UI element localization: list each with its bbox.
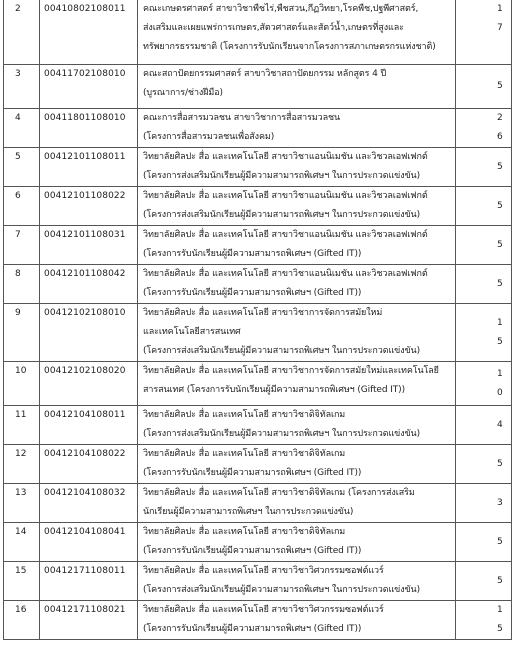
program-name-line: คณะเกษตรศาสตร์ สาขาวิชาพืชไร่,พืชสวน,กีฏวิทยา,โรคพืช,ปฐพีศาสตร์, [143, 4, 419, 14]
seats-cell: 17 [456, 0, 512, 65]
program-code-cell: 00412101108042 [40, 265, 138, 304]
row-number-cell: 14 [4, 523, 40, 562]
program-name-cell [138, 0, 456, 65]
table-row [4, 109, 512, 148]
program-name-line: (โครงการรับนักเรียนผู้มีความสามารถพิเศษฯ (Gifted IT)) [143, 468, 362, 478]
program-name-cell [138, 406, 456, 445]
seats-cell: 5 [456, 65, 512, 109]
row-number-cell: 13 [4, 484, 40, 523]
program-name-cell [138, 304, 456, 362]
program-name-line: วิทยาลัยศิลปะ สื่อ และเทคโนโลยี สาขาวิชาดิจิทัลเกม (โครงการส่งเสริม [143, 488, 415, 498]
seats-cell: 5 [456, 562, 512, 601]
program-name-cell [138, 265, 456, 304]
seats-cell: 3 [456, 484, 512, 523]
program-name-cell [138, 226, 456, 265]
table-row [4, 265, 512, 304]
table-row [4, 226, 512, 265]
program-name-line: คณะการสื่อสารมวลชน สาขาวิชาการสื่อสารมวลชน [143, 113, 341, 123]
program-name-line: (โครงการส่งเสริมนักเรียนผู้มีความสามารถพิเศษฯ ในการประกวดแข่งขัน) [143, 346, 421, 356]
program-name-line: วิทยาลัยศิลปะ สื่อ และเทคโนโลยี สาขาวิชาดิจิทัลเกม [143, 449, 346, 459]
seats-cell: 5 [456, 445, 512, 484]
program-name-line: (โครงการรับนักเรียนผู้มีความสามารถพิเศษฯ (Gifted IT)) [143, 288, 362, 298]
program-name-line: (โครงการส่งเสริมนักเรียนผู้มีความสามารถพิเศษฯ ในการประกวดแข่งขัน) [143, 210, 421, 220]
row-number-cell: 2 [4, 0, 40, 65]
program-name-line: วิทยาลัยศิลปะ สื่อ และเทคโนโลยี สาขาวิชาดิจิทัลเกม [143, 410, 346, 420]
program-code-cell: 00412104108011 [40, 406, 138, 445]
program-name-line: วิทยาลัยศิลปะ สื่อ และเทคโนโลยี สาขาวิชาวิศวกรรมซอฟต์แวร์ [143, 566, 384, 576]
program-name-line: ทรัพยากรธรรมชาติ (โครงการรับนักเรียนจากโครงการสภาเกษตรกรแห่งชาติ) [143, 42, 436, 52]
program-code-cell: 00412101108031 [40, 226, 138, 265]
table-row [4, 362, 512, 406]
program-name-line: วิทยาลัยศิลปะ สื่อ และเทคโนโลยี สาขาวิชาการจัดการสมัยใหม่ [143, 308, 383, 318]
program-code-cell: 00412171108011 [40, 562, 138, 601]
table-row [4, 445, 512, 484]
row-number-cell: 12 [4, 445, 40, 484]
seats-cell: 5 [456, 265, 512, 304]
table-row [4, 187, 512, 226]
program-code-cell: 00412104108041 [40, 523, 138, 562]
program-code-cell: 00412104108022 [40, 445, 138, 484]
row-number-cell: 5 [4, 148, 40, 187]
program-name-cell [138, 562, 456, 601]
program-code-cell: 00412102108010 [40, 304, 138, 362]
program-name-cell [138, 601, 456, 640]
program-name-cell [138, 65, 456, 109]
seats-cell: 5 [456, 187, 512, 226]
program-code-cell: 00411702108010 [40, 65, 138, 109]
table-row [4, 304, 512, 362]
program-code-cell: 00412101108022 [40, 187, 138, 226]
seats-cell: 4 [456, 406, 512, 445]
admission-table [3, 0, 512, 640]
program-name-line: วิทยาลัยศิลปะ สื่อ และเทคโนโลยี สาขาวิชาวิศวกรรมซอฟต์แวร์ [143, 605, 384, 615]
program-name-cell [138, 187, 456, 226]
program-name-line: (โครงการรับนักเรียนผู้มีความสามารถพิเศษฯ (Gifted IT)) [143, 546, 362, 556]
row-number-cell: 6 [4, 187, 40, 226]
table-row [4, 601, 512, 640]
program-name-line: วิทยาลัยศิลปะ สื่อ และเทคโนโลยี สาขาวิชาแอนนิเมชัน และวิชวลเอฟเฟกต์ [143, 191, 428, 201]
row-number-cell: 16 [4, 601, 40, 640]
program-name-line: สารสนเทศ (โครงการรับนักเรียนผู้มีความสามารถพิเศษฯ (Gifted IT)) [143, 385, 405, 395]
program-name-line: (บูรณาการ/ช่างฝีมือ) [143, 88, 223, 98]
program-name-line: (โครงการสื่อสารมวลชนเพื่อสังคม) [143, 132, 275, 142]
admission-table-body [4, 0, 512, 640]
row-number-cell: 9 [4, 304, 40, 362]
program-name-line: (โครงการรับนักเรียนผู้มีความสามารถพิเศษฯ (Gifted IT)) [143, 249, 362, 259]
program-code-cell: 00411801108010 [40, 109, 138, 148]
row-number-cell: 4 [4, 109, 40, 148]
program-name-line: วิทยาลัยศิลปะ สื่อ และเทคโนโลยี สาขาวิชาการจัดการสมัยใหม่และเทคโนโลยี [143, 366, 439, 376]
seats-cell: 5 [456, 148, 512, 187]
program-name-cell [138, 484, 456, 523]
row-number-cell: 15 [4, 562, 40, 601]
table-row [4, 65, 512, 109]
program-name-line: (โครงการรับนักเรียนผู้มีความสามารถพิเศษฯ (Gifted IT)) [143, 624, 362, 634]
seats-cell: 15 [456, 304, 512, 362]
seats-cell: 5 [456, 523, 512, 562]
row-number-cell: 10 [4, 362, 40, 406]
row-number-cell: 8 [4, 265, 40, 304]
program-name-cell [138, 523, 456, 562]
table-row [4, 406, 512, 445]
program-code-cell: 00410802108011 [40, 0, 138, 65]
program-name-line: และเทคโนโลยีสารสนเทศ [143, 327, 241, 337]
program-name-cell [138, 148, 456, 187]
program-name-line: (โครงการส่งเสริมนักเรียนผู้มีความสามารถพิเศษฯ ในการประกวดแข่งขัน) [143, 585, 421, 595]
program-name-line: วิทยาลัยศิลปะ สื่อ และเทคโนโลยี สาขาวิชาดิจิทัลเกม [143, 527, 346, 537]
program-code-cell: 00412101108011 [40, 148, 138, 187]
table-row [4, 562, 512, 601]
program-name-line: วิทยาลัยศิลปะ สื่อ และเทคโนโลยี สาขาวิชาแอนนิเมชัน และวิชวลเอฟเฟกต์ [143, 152, 428, 162]
table-row [4, 148, 512, 187]
program-name-cell [138, 109, 456, 148]
row-number-cell: 3 [4, 65, 40, 109]
program-code-cell: 00412104108032 [40, 484, 138, 523]
program-name-line: วิทยาลัยศิลปะ สื่อ และเทคโนโลยี สาขาวิชาแอนนิเมชัน และวิชวลเอฟเฟกต์ [143, 269, 428, 279]
program-name-line: ส่งเสริมและเผยแพร่การเกษตร,สัตวศาสตร์และสัตว์น้ำ,เกษตรที่สูงและ [143, 23, 404, 33]
program-name-line: นักเรียนผู้มีความสามารถพิเศษฯ ในการประกวดแข่งขัน) [143, 507, 354, 517]
program-code-cell: 00412102108020 [40, 362, 138, 406]
seats-cell: 10 [456, 362, 512, 406]
table-row [4, 523, 512, 562]
program-name-line: คณะสถาปัตยกรรมศาสตร์ สาขาวิชาสถาปัตยกรรม หลักสูตร 4 ปี [143, 69, 387, 79]
table-row [4, 0, 512, 65]
seats-cell: 5 [456, 226, 512, 265]
program-name-cell [138, 445, 456, 484]
program-name-line: วิทยาลัยศิลปะ สื่อ และเทคโนโลยี สาขาวิชาแอนนิเมชัน และวิชวลเอฟเฟกต์ [143, 230, 428, 240]
program-name-line: (โครงการส่งเสริมนักเรียนผู้มีความสามารถพิเศษฯ ในการประกวดแข่งขัน) [143, 171, 421, 181]
row-number-cell: 11 [4, 406, 40, 445]
table-row [4, 484, 512, 523]
program-name-cell [138, 362, 456, 406]
seats-cell: 26 [456, 109, 512, 148]
row-number-cell: 7 [4, 226, 40, 265]
program-name-line: (โครงการส่งเสริมนักเรียนผู้มีความสามารถพิเศษฯ ในการประกวดแข่งขัน) [143, 429, 421, 439]
program-code-cell: 00412171108021 [40, 601, 138, 640]
seats-cell: 15 [456, 601, 512, 640]
